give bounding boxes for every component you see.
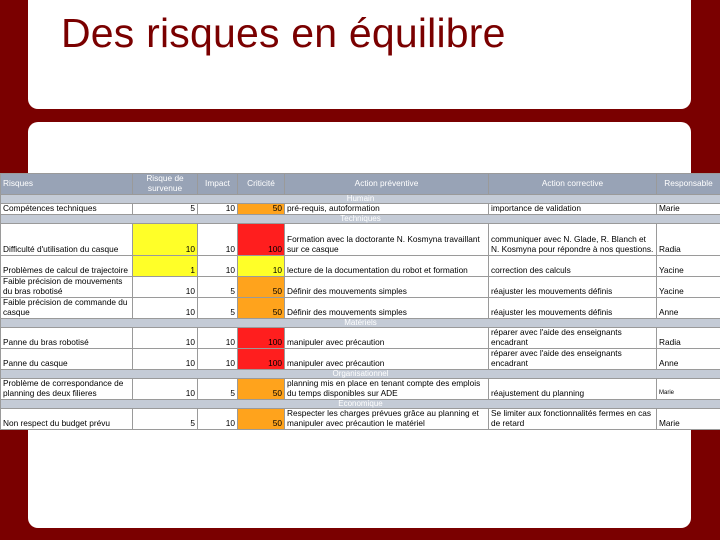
section-row xyxy=(1,399,720,408)
likelihood-cell: 10 xyxy=(133,276,198,297)
table-row xyxy=(1,378,720,399)
title-panel xyxy=(28,0,691,109)
owner-cell: Radia xyxy=(657,327,720,348)
likelihood-cell: 10 xyxy=(133,327,198,348)
impact-cell: 5 xyxy=(198,297,238,318)
preventive-action-cell: manipuler avec précaution xyxy=(285,348,489,369)
corrective-action-cell: communiquer avec N. Glade, R. Blanch et N. Kosmyna pour répondre à nos questions. xyxy=(489,223,657,255)
risk-cell: Panne du casque xyxy=(1,348,133,369)
corrective-action-cell: correction des calculs xyxy=(489,255,657,276)
corrective-action-cell: importance de validation xyxy=(489,204,657,215)
criticality-cell: 50 xyxy=(238,408,285,429)
section-row xyxy=(1,195,720,204)
risk-cell: Compétences techniques xyxy=(1,204,133,215)
likelihood-cell: 10 xyxy=(133,378,198,399)
owner-cell: Anne xyxy=(657,297,720,318)
header-action-preventive: Action préventive xyxy=(285,174,489,195)
likelihood-cell: 10 xyxy=(133,223,198,255)
table-row xyxy=(1,348,720,369)
risk-cell: Difficulté d'utilisation du casque xyxy=(1,223,133,255)
header-survenue: Risque de survenue xyxy=(133,174,198,195)
preventive-action-cell: Définir des mouvements simples xyxy=(285,297,489,318)
section-label: Economique xyxy=(1,399,720,408)
risk-cell: Faible précision de mouvements du bras robotisé xyxy=(1,276,133,297)
table-row xyxy=(1,297,720,318)
criticality-cell: 10 xyxy=(238,255,285,276)
likelihood-cell: 10 xyxy=(133,348,198,369)
table-row xyxy=(1,327,720,348)
section-label: Techniques xyxy=(1,214,720,223)
impact-cell: 5 xyxy=(198,276,238,297)
table-row xyxy=(1,204,720,215)
header-action-corrective: Action corrective xyxy=(489,174,657,195)
impact-cell: 10 xyxy=(198,327,238,348)
table-body xyxy=(1,195,720,430)
risk-cell: Problème de correspondance de planning des deux filieres xyxy=(1,378,133,399)
section-row xyxy=(1,369,720,378)
impact-cell: 10 xyxy=(198,348,238,369)
corrective-action-cell: réparer avec l'aide des enseignants encadrant xyxy=(489,348,657,369)
criticality-cell: 50 xyxy=(238,378,285,399)
preventive-action-cell: lecture de la documentation du robot et formation xyxy=(285,255,489,276)
criticality-cell: 100 xyxy=(238,327,285,348)
criticality-cell: 100 xyxy=(238,223,285,255)
corrective-action-cell: réparer avec l'aide des enseignants encadrant xyxy=(489,327,657,348)
owner-cell: Yacine xyxy=(657,255,720,276)
table-header-row xyxy=(1,174,720,195)
slide-title: Des risques en équilibre xyxy=(61,10,506,56)
header-risques: Risques xyxy=(1,174,133,195)
criticality-cell: 100 xyxy=(238,348,285,369)
table-row xyxy=(1,255,720,276)
section-label: Matériels xyxy=(1,318,720,327)
owner-cell: Radia xyxy=(657,223,720,255)
corrective-action-cell: réajuster les mouvements définis xyxy=(489,297,657,318)
header-impact: Impact xyxy=(198,174,238,195)
corrective-action-cell: réajuster les mouvements définis xyxy=(489,276,657,297)
risk-cell: Non respect du budget prévu xyxy=(1,408,133,429)
preventive-action-cell: pré-requis, autoformation xyxy=(285,204,489,215)
impact-cell: 10 xyxy=(198,223,238,255)
likelihood-cell: 5 xyxy=(133,408,198,429)
impact-cell: 5 xyxy=(198,378,238,399)
section-label: Organisationnel xyxy=(1,369,720,378)
table-row xyxy=(1,276,720,297)
criticality-cell: 50 xyxy=(238,204,285,215)
section-row xyxy=(1,318,720,327)
likelihood-cell: 1 xyxy=(133,255,198,276)
preventive-action-cell: Formation avec la doctorante N. Kosmyna travaillant sur ce casque xyxy=(285,223,489,255)
owner-cell: Yacine xyxy=(657,276,720,297)
risk-cell: Panne du bras robotisé xyxy=(1,327,133,348)
table-row xyxy=(1,223,720,255)
table-row xyxy=(1,408,720,429)
preventive-action-cell: Respecter les charges prévues grâce au planning et manipuler avec précaution le matériel xyxy=(285,408,489,429)
owner-cell: Marie xyxy=(657,204,720,215)
header-criticite: Criticité xyxy=(238,174,285,195)
impact-cell: 10 xyxy=(198,408,238,429)
risk-cell: Problèmes de calcul de trajectoire xyxy=(1,255,133,276)
risk-cell: Faible précision de commande du casque xyxy=(1,297,133,318)
header-responsable: Responsable xyxy=(657,174,720,195)
criticality-cell: 50 xyxy=(238,276,285,297)
owner-cell: Marie xyxy=(657,408,720,429)
section-label: Humain xyxy=(1,195,720,204)
preventive-action-cell: Définir des mouvements simples xyxy=(285,276,489,297)
likelihood-cell: 10 xyxy=(133,297,198,318)
section-row xyxy=(1,214,720,223)
corrective-action-cell: Se limiter aux fonctionnalités fermes en cas de retard xyxy=(489,408,657,429)
owner-cell: Anne xyxy=(657,348,720,369)
owner-cell: Marie xyxy=(657,378,720,399)
preventive-action-cell: planning mis en place en tenant compte des emplois du temps disponibles sur ADE xyxy=(285,378,489,399)
impact-cell: 10 xyxy=(198,255,238,276)
corrective-action-cell: réajustement du planning xyxy=(489,378,657,399)
likelihood-cell: 5 xyxy=(133,204,198,215)
criticality-cell: 50 xyxy=(238,297,285,318)
impact-cell: 10 xyxy=(198,204,238,215)
preventive-action-cell: manipuler avec précaution xyxy=(285,327,489,348)
risk-table xyxy=(0,173,720,430)
